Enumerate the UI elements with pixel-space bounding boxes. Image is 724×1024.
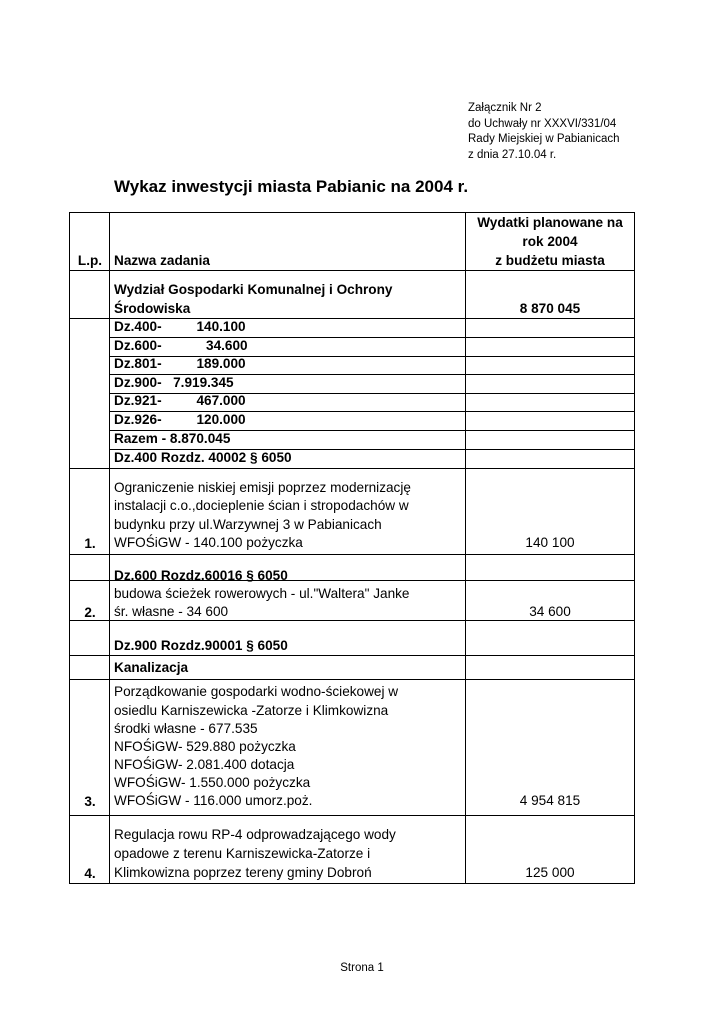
item3-lp: 3.	[84, 794, 96, 809]
division-row	[114, 337, 248, 356]
division-row	[114, 374, 234, 393]
document-title: Wykaz inwestycji miasta Pabianic na 2004 r.	[114, 177, 469, 196]
item4-line1: Regulacja rowu RP-4 odprowadzającego wody	[114, 827, 396, 842]
annex-block	[468, 101, 619, 163]
division-row	[114, 411, 246, 430]
header-task-name: Nazwa zadania	[114, 253, 210, 268]
division-code: Dz.921-	[114, 393, 162, 408]
department-name-line1: Wydział Gospodarki Komunalnej i Ochrony	[114, 282, 393, 297]
annex-line: z dnia 27.10.04 r.	[468, 148, 557, 161]
total-row: Razem - 8.870.045	[114, 431, 231, 446]
item3-line6: WFOŚiGW- 1.550.000 pożyczka	[114, 775, 311, 790]
item4-lp: 4.	[84, 866, 96, 881]
item1-lp: 1.	[84, 536, 96, 551]
item1-line4: WFOŚiGW - 140.100 pożyczka	[114, 535, 303, 550]
item4-line2: opadowe z terenu Karniszewicka-Zatorze i	[114, 846, 371, 861]
annex-line: do Uchwały nr XXXVI/331/04	[468, 117, 617, 130]
item3-line2: osiedlu Karniszewicka -Zatorze i Klimkowizna	[114, 703, 389, 718]
division-code: Dz.926-	[114, 412, 162, 427]
division-amount: 467.000	[196, 393, 246, 408]
division-code: Dz.801-	[114, 356, 162, 371]
item2-amount: 34 600	[529, 604, 571, 619]
item1-line2: instalacji c.o.,docieplenie ścian i stropodachów w	[114, 498, 409, 513]
page-footer: Strona 1	[340, 962, 384, 974]
item3-line5: NFOŚiGW- 2.081.400 dotacja	[114, 757, 295, 772]
section-heading-900: Dz.900 Rozdz.90001 § 6050	[114, 638, 288, 653]
header-expense-line3: z budżetu miasta	[495, 253, 605, 268]
division-row	[114, 355, 246, 374]
division-row	[114, 392, 246, 411]
item3-amount: 4 954 815	[519, 793, 581, 808]
item3-line3: środki własne - 677.535	[114, 721, 258, 736]
item3-line4: NFOŚiGW- 529.880 pożyczka	[114, 739, 296, 754]
item2-line1: budowa ścieżek rowerowych - ul."Waltera" Janke	[114, 586, 410, 601]
item2-line2: śr. własne - 34 600	[114, 604, 229, 619]
item4-line3: Klimkowizna poprzez tereny gminy Dobroń	[114, 865, 372, 880]
division-amount: 7.919.345	[173, 375, 234, 390]
annex-line: Załącznik Nr 2	[468, 102, 542, 114]
division-amount: 120.000	[196, 412, 246, 427]
section-heading-600: Dz.600 Rozdz.60016 § 6050	[114, 568, 288, 583]
section-heading-400: Dz.400 Rozdz. 40002 § 6050	[114, 450, 292, 465]
item1-line1: Ograniczenie niskiej emisji poprzez modernizację	[114, 480, 411, 495]
division-code: Dz.900-	[114, 375, 162, 390]
item1-amount: 140 100	[525, 535, 575, 550]
subsection-kanalizacja: Kanalizacja	[114, 660, 189, 675]
division-amount: 140.100	[196, 319, 246, 334]
division-amount: 34.600	[206, 338, 248, 353]
item4-amount: 125 000	[525, 865, 575, 880]
department-amount: 8 870 045	[519, 301, 581, 316]
header-expense-line1: Wydatki planowane na	[477, 215, 623, 230]
annex-line: Rady Miejskiej w Pabianicach	[468, 133, 620, 146]
item2-lp: 2.	[84, 605, 96, 620]
item3-line1: Porządkowanie gospodarki wodno-ściekowej w	[114, 684, 399, 699]
header-expense-line2: rok 2004	[522, 234, 578, 249]
item1-line3: budynku przy ul.Warzywnej 3 w Pabianicach	[114, 517, 382, 532]
division-row	[114, 318, 246, 337]
division-amount: 189.000	[196, 356, 246, 371]
division-code: Dz.600-	[114, 338, 162, 353]
item3-line7: WFOŚiGW - 116.000 umorz.poż.	[114, 793, 313, 808]
header-lp: L.p.	[77, 253, 103, 268]
division-code: Dz.400-	[114, 319, 162, 334]
department-name-line2: Środowiska	[114, 301, 191, 316]
